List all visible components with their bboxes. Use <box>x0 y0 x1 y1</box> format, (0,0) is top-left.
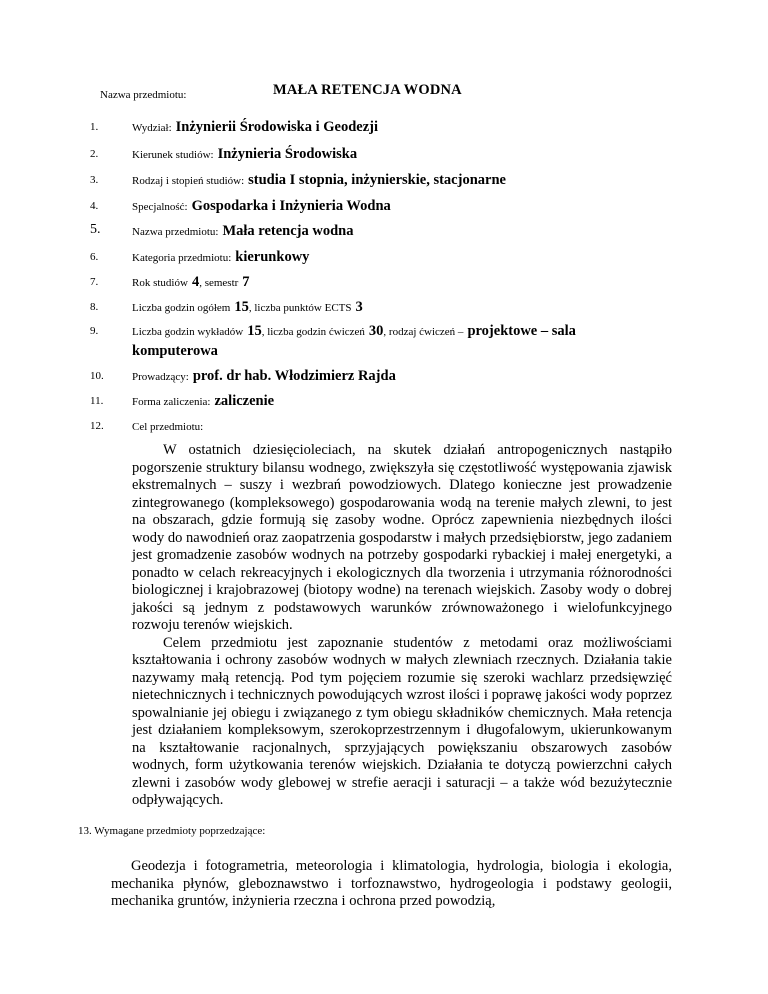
item-label: Liczba godzin ogółem <box>132 302 231 314</box>
item-label: Liczba godzin wykładów <box>132 326 244 338</box>
document-header <box>100 82 462 103</box>
item-value: 15 <box>234 299 249 315</box>
item-label: Rodzaj i stopień studiów: <box>132 175 245 187</box>
item-label: , liczba punktów ECTS <box>248 302 352 314</box>
item-label: Kategoria przedmiotu: <box>132 252 232 264</box>
item-number: 12. <box>90 420 104 432</box>
prerequisites-heading: 13. Wymagane przedmioty poprzedzające: <box>78 825 266 837</box>
item-label: Wydział: <box>132 122 172 134</box>
prerequisites-text <box>111 858 672 911</box>
prerequisites-paragraph: Geodezja i fotogrametria, meteorologia i klimatologia, hydrologia, biologia i ekologia, mechanika płynów, gleboznawstwo i torfoznawstwo, hydrogeologia i podstawy geologii, mechanika gruntów, inżynieria rzeczna i ochrona przed powodzią, <box>111 858 672 909</box>
item-number: 9. <box>90 325 99 337</box>
item-label: , rodzaj ćwiczeń – <box>383 326 464 338</box>
document-title: MAŁA RETENCJA WODNA <box>273 82 462 98</box>
item-lecture-hours-continuation <box>132 342 218 360</box>
item-number: 4. <box>90 200 99 212</box>
item-number: 11. <box>90 395 104 407</box>
item-value: 4 <box>191 274 200 290</box>
item-label: Specjalność: <box>132 201 188 213</box>
item-value: Gospodarka i Inżynieria Wodna <box>191 198 391 214</box>
item-number: 10. <box>90 370 104 382</box>
course-goal-text <box>132 442 672 810</box>
item-value: kierunkowy <box>235 249 310 265</box>
item-value: 15 <box>247 323 262 339</box>
item-label: Forma zaliczenia: <box>132 396 211 408</box>
item-value: 7 <box>242 274 250 290</box>
item-value: Inżynierii Środowiska i Geodezji <box>175 119 378 135</box>
item-number: 2. <box>90 148 99 160</box>
item-value: prof. dr hab. Włodzimierz Rajda <box>192 368 396 384</box>
item-label: Nazwa przedmiotu: <box>132 226 219 238</box>
item-value: Inżynieria Środowiska <box>217 146 358 162</box>
header-label: Nazwa przedmiotu: <box>100 89 187 101</box>
item-number: 1. <box>90 121 99 133</box>
goal-paragraph: W ostatnich dziesięcioleciach, na skutek działań antropogenicznych nastąpiło pogorszenie struktury bilansu wodnego, zwiększyła się częstotliwość występowania zjawisk ekstremalnych – suszy i wezbrań powodziowych. Dlatego konieczne jest prowadzenie zintegrowanego (kompleksowego) gospodarowania wodą na terenie małych zlewni, to jest na obszarach, gdzie formują się zasoby wodne. Oprócz zapewnienia niezbędnych ilości wody do nawodnień oraz zaopatrzenia gospodarstw i małych przedsiębiorstw, jego zadaniem jest gromadzenie zasobów wodnych na potrzeby gospodarki rybackiej i małej energetyki, a ponadto w celach rekreacyjnych i ekologicznych dla tworzenia i utrzymania różnorodności biologicznej i krajobrazowej (biotopy wodne) na terenach wiejskich. Zasoby wody o dobrej jakości są jednym z podstawowych warunków zrównoważonego i wielofunkcyjnego rozwoju terenów wiejskich. <box>132 442 672 633</box>
item-label: , liczba godzin ćwiczeń <box>261 326 365 338</box>
item-number: 8. <box>90 301 99 313</box>
item-number: 7. <box>90 276 99 288</box>
item-label: Prowadzący: <box>132 371 189 383</box>
item-label: , semestr <box>199 277 239 289</box>
item-value: komputerowa <box>132 343 218 359</box>
item-value: studia I stopnia, inżynierskie, stacjonarne <box>248 172 506 188</box>
goal-paragraph: Celem przedmiotu jest zapoznanie studentów z metodami oraz możliwościami kształtowania i ochrony zasobów wodnych w małych zlewniach rzecznych. Działania takie nazywamy małą retencją. Pod tym pojęciem rozumie się szeroki wachlarz przedsięwzięć nietechnicznych i technicznych powodujących wzrost ilości i poprawę jakości wody poprzez spowalnianie jej obiegu i związanego z tym obiegu składników chemicznych. Mała retencja jest działaniem kompleksowym, szerokoprzestrzennym i długofalowym, ukierunkowanym na kształtowanie racjonalnych, sprzyjających powiększaniu obszarowych zasobów wodnych, form użytkowania terenów wiejskich. Działania te dotyczą powierzchni całych zlewni i zasobów wody glebowej w strefie aeracji i saturacji – a także wód bezużytecznie odpływających. <box>132 634 672 808</box>
item-value: 30 <box>368 323 384 339</box>
item-value: Mała retencja wodna <box>222 223 354 239</box>
item-number: 3. <box>90 174 99 186</box>
item-value: zaliczenie <box>214 393 275 409</box>
item-label: Rok studiów <box>132 277 188 289</box>
item-value: 3 <box>355 299 363 315</box>
item-value: projektowe – sala <box>467 323 576 339</box>
item-number: 6. <box>90 251 99 263</box>
item-label: Cel przedmiotu: <box>132 421 204 433</box>
item-label: Kierunek studiów: <box>132 149 214 161</box>
item-number: 5. <box>90 222 101 237</box>
